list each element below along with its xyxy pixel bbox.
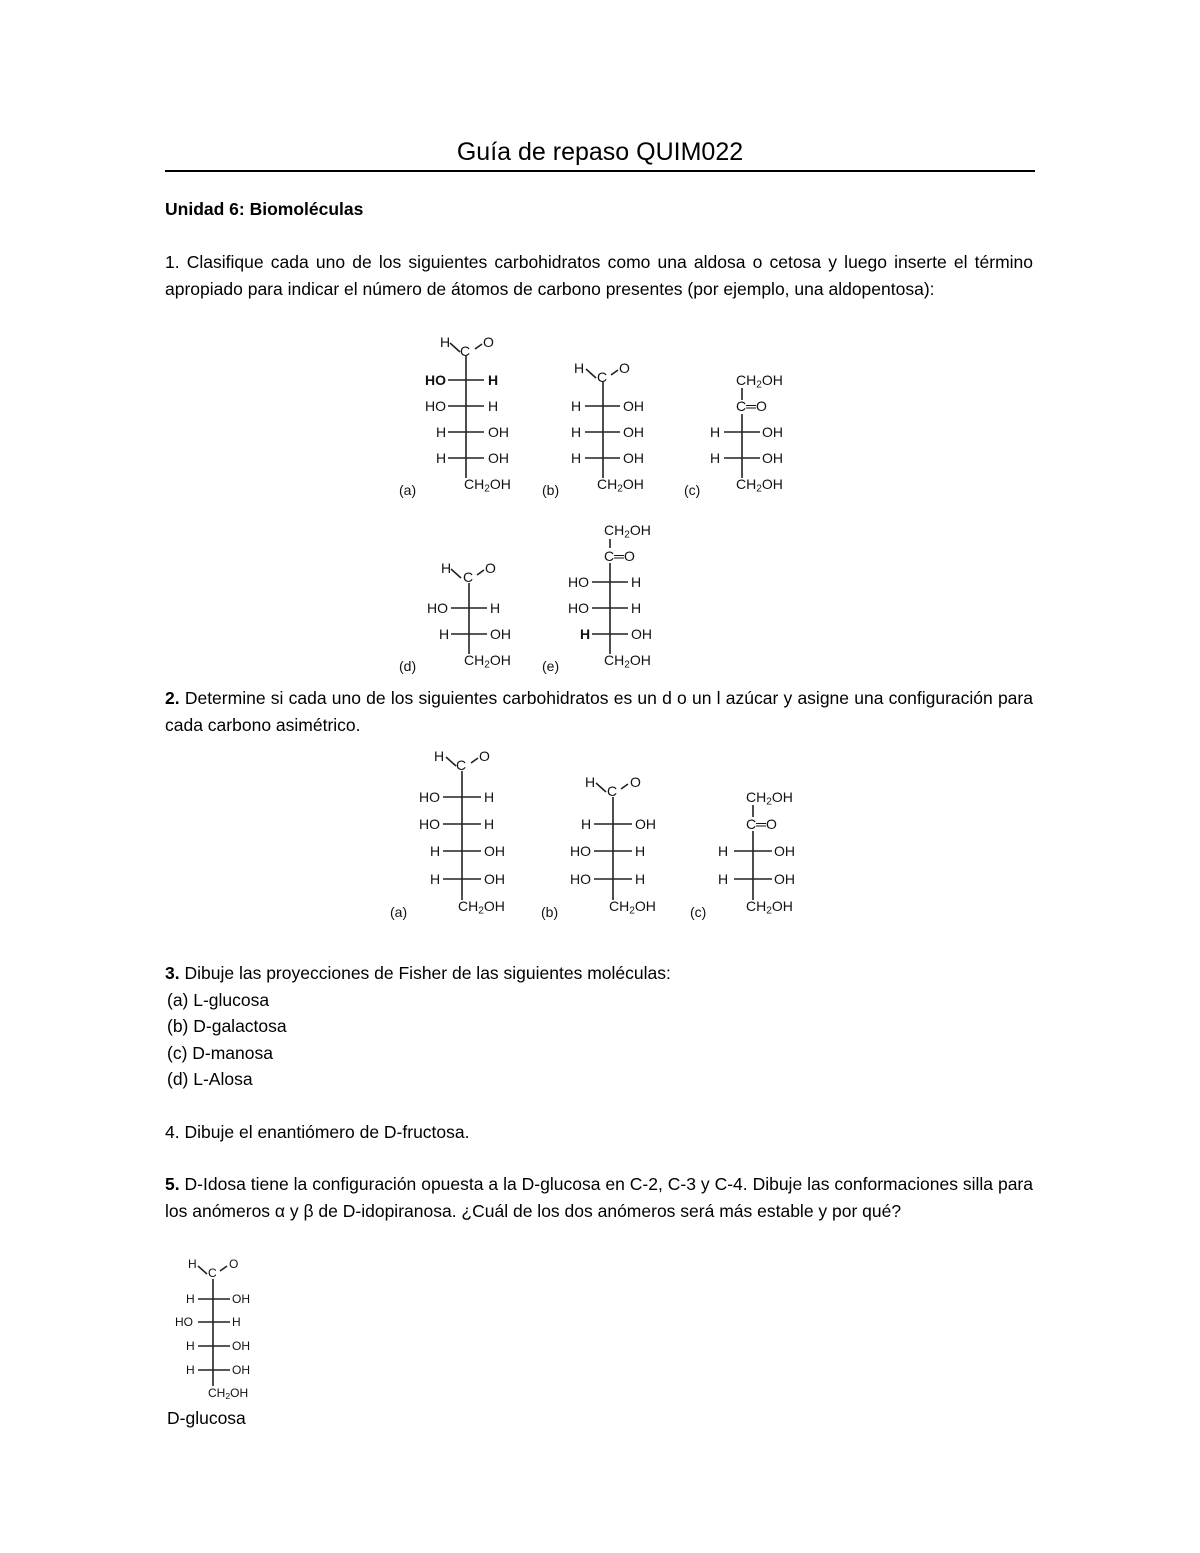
structure-label-e: (e) <box>542 658 560 674</box>
atom-c: C <box>607 783 618 799</box>
question-2-text: Determine si cada uno de los siguientes carbohidratos es un d o un l azúcar y asigne una configuración para cada carbono asimétrico. <box>165 688 1033 735</box>
atom-h: H <box>635 843 646 859</box>
group-oh: OH <box>623 398 644 414</box>
atom-h: H <box>580 626 591 642</box>
atom-h: H <box>585 774 596 790</box>
group-ho: HO <box>568 574 589 590</box>
question-1-number: 1. <box>165 252 180 272</box>
group-ch2oh: $CH_2OH$ <box>464 476 511 495</box>
group-oh: OH <box>631 626 652 642</box>
atom-h: H <box>631 600 642 616</box>
group-ho: HO <box>425 398 446 414</box>
atom-h: H <box>188 1257 197 1271</box>
group-oh: OH <box>774 843 795 859</box>
question-3-item-a: (a) L-glucosa <box>167 990 270 1010</box>
group-oh: OH <box>490 626 511 642</box>
group-ch2oh: $CH_2OH$ <box>458 898 505 917</box>
atom-h: H <box>635 871 646 887</box>
atom-h: H <box>710 450 721 466</box>
group-oh: OH <box>774 871 795 887</box>
atom-h: H <box>186 1363 195 1377</box>
atom-h: H <box>571 398 582 414</box>
group-ch2oh: $CH_2OH$ <box>736 372 783 391</box>
group-carbonyl: C═O <box>736 398 767 414</box>
group-ch2oh: $CH_2OH$ <box>604 652 651 671</box>
group-oh: OH <box>623 424 644 440</box>
atom-h: H <box>718 843 729 859</box>
question-1-text: Clasifique cada uno de los siguientes carbohidratos como una aldosa o cetosa y luego inserte el término apropiado para indicar el número de átomos de carbono presentes (por ejemplo, una aldopentosa): <box>165 252 1033 299</box>
question-3-item-d: (d) L-Alosa <box>167 1069 253 1089</box>
structure-label-b: (b) <box>542 482 560 498</box>
atom-h: H <box>439 626 450 642</box>
atom-o: O <box>479 748 490 764</box>
structure-label-a: (a) <box>399 482 417 498</box>
question-3-item-b: (b) D-galactosa <box>167 1016 287 1036</box>
structure-label-b: (b) <box>541 904 559 920</box>
structure-label-c: (c) <box>690 904 707 920</box>
question-5-text: D-Idosa tiene la configuración opuesta a la D-glucosa en C-2, C-3 y C-4. Dibuje las conformaciones silla para los anómeros α y β de D-idopiranosa. ¿Cuál de los dos anómeros será más estable y por qué? <box>165 1174 1033 1221</box>
group-ch2oh: $CH_2OH$ <box>604 522 651 541</box>
group-oh: OH <box>488 424 509 440</box>
group-ch2oh: $CH_2OH$ <box>597 476 644 495</box>
group-oh: OH <box>484 843 505 859</box>
group-oh: OH <box>762 450 783 466</box>
page-title: Guía de repaso QUIM022 <box>456 138 744 166</box>
group-oh: OH <box>232 1339 250 1353</box>
group-oh: OH <box>488 450 509 466</box>
atom-h: H <box>710 424 721 440</box>
group-ch2oh: $CH_2OH$ <box>746 898 793 917</box>
atom-o: O <box>229 1257 239 1271</box>
atom-h: H <box>436 450 447 466</box>
group-carbonyl: C═O <box>604 548 635 564</box>
atom-c: C <box>208 1266 217 1280</box>
atom-o: O <box>619 360 630 376</box>
atom-c: C <box>456 757 467 773</box>
group-oh: OH <box>762 424 783 440</box>
group-oh: OH <box>635 816 656 832</box>
group-ch2oh: $CH_2OH$ <box>464 652 511 671</box>
atom-h: H <box>186 1339 195 1353</box>
atom-h: H <box>631 574 642 590</box>
group-ho: HO <box>419 816 440 832</box>
atom-h: H <box>488 398 499 414</box>
atom-h: H <box>571 450 582 466</box>
atom-h: H <box>430 843 441 859</box>
group-ho: HO <box>425 372 446 388</box>
group-ho: HO <box>570 871 591 887</box>
group-ho: HO <box>568 600 589 616</box>
group-oh: OH <box>484 871 505 887</box>
group-ch2oh: $CH_2OH$ <box>746 789 793 808</box>
atom-h: H <box>440 334 451 350</box>
question-3-number: 3. <box>165 963 180 983</box>
atom-h: H <box>571 424 582 440</box>
group-ho: HO <box>427 600 448 616</box>
atom-o: O <box>485 560 496 576</box>
atom-h: H <box>574 360 585 376</box>
group-ho: HO <box>419 789 440 805</box>
atom-c: C <box>463 569 474 585</box>
group-carbonyl: C═O <box>746 816 777 832</box>
group-oh: OH <box>232 1292 250 1306</box>
atom-o: O <box>483 334 494 350</box>
structure-label-c: (c) <box>684 482 701 498</box>
atom-h: H <box>434 748 445 764</box>
question-4-text: Dibuje el enantiómero de D-fructosa. <box>184 1122 470 1142</box>
atom-h: H <box>490 600 501 616</box>
atom-h: H <box>186 1292 195 1306</box>
question-5-caption: D-glucosa <box>167 1408 246 1428</box>
structure-label-a: (a) <box>390 904 408 920</box>
atom-c: C <box>597 369 608 385</box>
atom-h: H <box>441 560 452 576</box>
group-ho: HO <box>570 843 591 859</box>
group-oh: OH <box>623 450 644 466</box>
group-ch2oh: $CH_2OH$ <box>736 476 783 495</box>
question-4-number: 4. <box>165 1122 180 1142</box>
question-5-number: 5. <box>165 1174 180 1194</box>
atom-h: H <box>581 816 592 832</box>
structure-label-d: (d) <box>399 658 417 674</box>
atom-h: H <box>436 424 447 440</box>
group-ho: HO <box>175 1315 193 1329</box>
group-oh: OH <box>232 1363 250 1377</box>
atom-h: H <box>232 1315 241 1329</box>
atom-c: C <box>460 343 471 359</box>
group-ch2oh: $CH_2OH$ <box>208 1386 249 1402</box>
atom-o: O <box>630 774 641 790</box>
unit-heading: Unidad 6: Biomoléculas <box>165 199 364 219</box>
atom-h: H <box>430 871 441 887</box>
atom-h: H <box>488 372 499 388</box>
question-3-item-c: (c) D-manosa <box>167 1043 273 1063</box>
atom-h: H <box>484 789 495 805</box>
atom-h: H <box>718 871 729 887</box>
group-ch2oh: $CH_2OH$ <box>609 898 656 917</box>
question-3-text: Dibuje las proyecciones de Fisher de las siguientes moléculas: <box>184 963 671 983</box>
question-2-number: 2. <box>165 688 180 708</box>
atom-h: H <box>484 816 495 832</box>
